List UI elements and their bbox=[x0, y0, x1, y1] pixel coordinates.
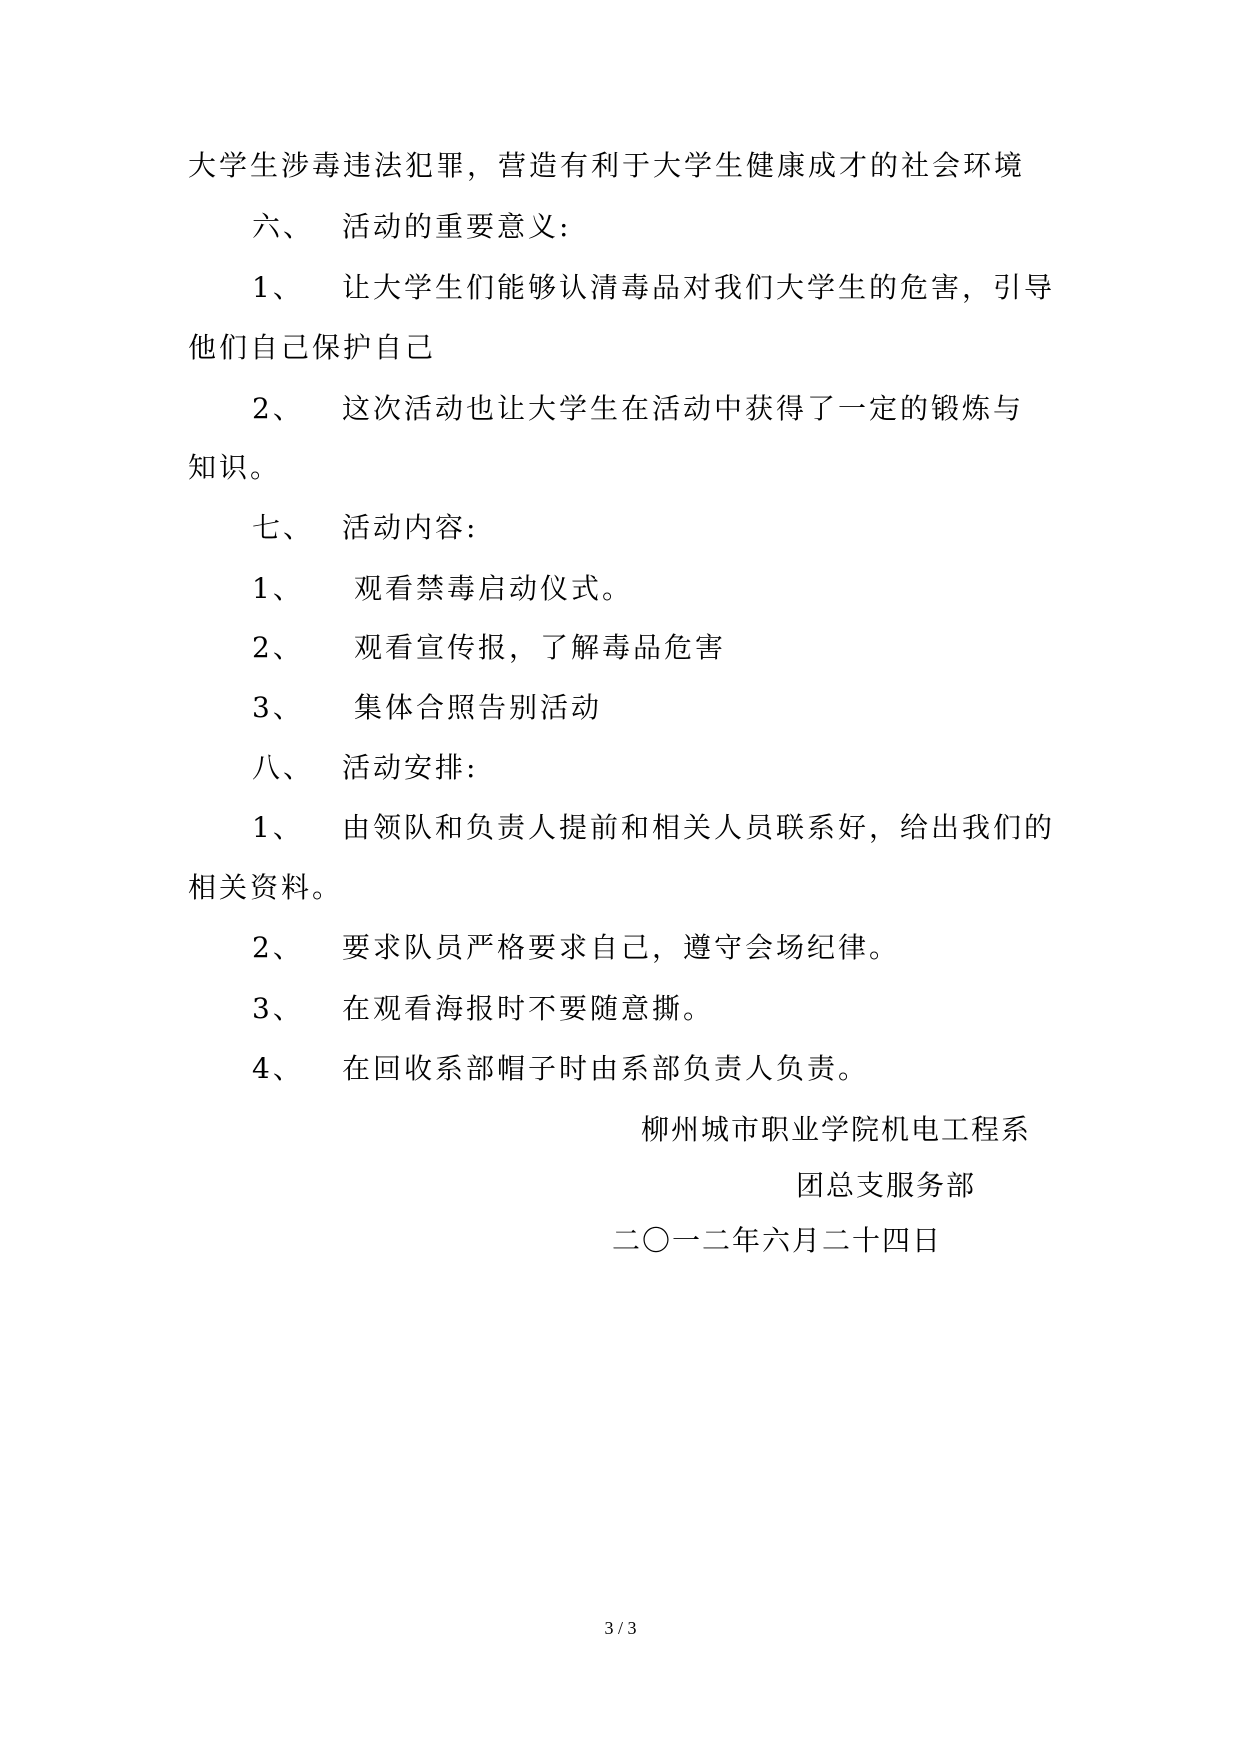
item-number: 2、 bbox=[252, 631, 304, 664]
section-title: 活动安排: bbox=[342, 751, 479, 784]
item-text: 要求队员严格要求自己，遵守会场纪律。 bbox=[342, 931, 901, 964]
item-text: 在回收系部帽子时由系部负责人负责。 bbox=[342, 1052, 870, 1085]
paragraph-line bbox=[188, 868, 343, 908]
list-item bbox=[252, 808, 1055, 848]
page-number: 3 / 3 bbox=[604, 1618, 637, 1638]
line-text: 知识。 bbox=[188, 451, 282, 484]
item-text: 这次活动也让大学生在活动中获得了一定的锻炼与 bbox=[342, 392, 1025, 425]
list-item bbox=[252, 989, 714, 1029]
item-number: 1、 bbox=[252, 572, 304, 605]
item-text: 让大学生们能够认清毒品对我们大学生的危害，引导 bbox=[342, 271, 1056, 304]
item-number: 3、 bbox=[252, 691, 304, 724]
section-title: 活动的重要意义: bbox=[342, 210, 572, 243]
section-heading-6 bbox=[252, 207, 571, 247]
item-number: 2、 bbox=[252, 931, 304, 964]
list-item bbox=[252, 628, 726, 668]
line-text: 他们自己保护自己 bbox=[188, 331, 437, 364]
paragraph-line bbox=[188, 448, 281, 488]
item-number: 1、 bbox=[252, 811, 304, 844]
item-number: 3、 bbox=[252, 992, 304, 1025]
list-item bbox=[252, 268, 1055, 308]
section-number: 六、 bbox=[252, 210, 315, 243]
item-text: 观看禁毒启动仪式。 bbox=[354, 572, 634, 605]
section-title: 活动内容: bbox=[342, 511, 479, 544]
list-item bbox=[252, 389, 1024, 429]
line-text: 大学生涉毒违法犯罪，营造有利于大学生健康成才的社会环境 bbox=[188, 149, 1026, 182]
section-heading-7 bbox=[252, 508, 478, 548]
item-text: 由领队和负责人提前和相关人员联系好，给出我们的 bbox=[342, 811, 1056, 844]
list-item bbox=[252, 688, 602, 728]
item-number: 4、 bbox=[252, 1052, 304, 1085]
signature-dept: 团总支服务部 bbox=[796, 1169, 977, 1202]
signature-org: 柳州城市职业学院机电工程系 bbox=[641, 1113, 1032, 1146]
list-item bbox=[252, 928, 900, 968]
section-heading-8 bbox=[252, 748, 478, 788]
line-text: 相关资料。 bbox=[188, 871, 344, 904]
section-number: 七、 bbox=[252, 511, 315, 544]
item-text: 观看宣传报，了解毒品危害 bbox=[354, 631, 727, 664]
item-number: 1、 bbox=[252, 271, 304, 304]
list-item bbox=[252, 1049, 869, 1089]
section-number: 八、 bbox=[252, 751, 315, 784]
paragraph-line bbox=[188, 328, 436, 368]
signature-date: 二〇一二年六月二十四日 bbox=[612, 1224, 943, 1257]
item-text: 在观看海报时不要随意撕。 bbox=[342, 992, 715, 1025]
paragraph-line bbox=[188, 146, 1025, 186]
item-number: 2、 bbox=[252, 392, 304, 425]
item-text: 集体合照告别活动 bbox=[354, 691, 603, 724]
list-item bbox=[252, 569, 633, 609]
